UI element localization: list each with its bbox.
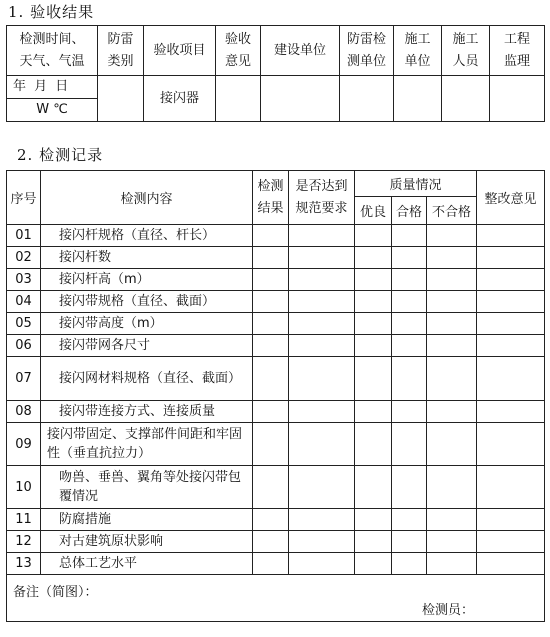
row-content: 防腐措施 (41, 509, 253, 531)
header-fail: 不合格 (427, 197, 477, 225)
result-cell[interactable] (253, 313, 289, 335)
standard-cell[interactable] (289, 291, 355, 313)
row-number: 08 (7, 401, 41, 423)
fail-cell[interactable] (427, 509, 477, 531)
result-cell[interactable] (253, 335, 289, 357)
pass-cell[interactable] (392, 225, 427, 247)
rectify-cell[interactable] (477, 401, 545, 423)
excellent-cell[interactable] (355, 225, 392, 247)
inspection-unit-cell[interactable] (340, 76, 394, 122)
table-row (7, 313, 545, 335)
pass-cell[interactable] (392, 509, 427, 531)
header-standard: 是否达到 规范要求 (289, 171, 355, 225)
inspector-label: 检测员： (421, 603, 474, 618)
result-cell[interactable] (253, 357, 289, 401)
result-cell[interactable] (253, 466, 289, 509)
section1-title: 1. 验收结果 (8, 3, 95, 21)
pass-cell[interactable] (392, 401, 427, 423)
rectify-cell[interactable] (477, 247, 545, 269)
header-construction-unit: 施工 单位 (394, 26, 442, 76)
excellent-cell[interactable] (355, 357, 392, 401)
acceptance-item-value: 接闪器 (144, 76, 216, 122)
table-row (7, 423, 545, 466)
row-number: 07 (7, 357, 41, 401)
header-time-weather: 检测时间、 天气、气温 (7, 26, 98, 76)
row-number: 01 (7, 225, 41, 247)
excellent-cell[interactable] (355, 269, 392, 291)
header-construction-staff: 施工 人员 (442, 26, 490, 76)
fail-cell[interactable] (427, 553, 477, 575)
excellent-cell[interactable] (355, 553, 392, 575)
standard-cell[interactable] (289, 531, 355, 553)
excellent-cell[interactable] (355, 291, 392, 313)
standard-cell[interactable] (289, 401, 355, 423)
rectify-cell[interactable] (477, 313, 545, 335)
row-content: 接闪杆规格（直径、杆长） (41, 225, 253, 247)
table-row (7, 269, 545, 291)
date-field[interactable]: 年 月 日 (7, 76, 98, 99)
table-row (7, 225, 545, 247)
inspection-record-table (6, 170, 545, 622)
remarks-box[interactable] (7, 575, 545, 622)
standard-cell[interactable] (289, 247, 355, 269)
row-content: 对古建筑原状影响 (41, 531, 253, 553)
result-cell[interactable] (253, 269, 289, 291)
header-supervision: 工程 监理 (490, 26, 545, 76)
pass-cell[interactable] (392, 466, 427, 509)
header-result: 检测 结果 (253, 171, 289, 225)
row-content: 接闪带高度（m） (41, 313, 253, 335)
header-acceptance-opinion: 验收 意见 (216, 26, 261, 76)
standard-cell[interactable] (289, 466, 355, 509)
pass-cell[interactable] (392, 357, 427, 401)
table-row (7, 553, 545, 575)
rectify-cell[interactable] (477, 291, 545, 313)
fail-cell[interactable] (427, 335, 477, 357)
row-number: 02 (7, 247, 41, 269)
construction-staff-cell[interactable] (442, 76, 490, 122)
excellent-cell[interactable] (355, 466, 392, 509)
row-content: 接闪网材料规格（直径、截面） (41, 357, 253, 401)
row-number: 10 (7, 466, 41, 509)
result-cell[interactable] (253, 531, 289, 553)
pass-cell[interactable] (392, 335, 427, 357)
result-cell[interactable] (253, 401, 289, 423)
standard-cell[interactable] (289, 313, 355, 335)
excellent-cell[interactable] (355, 313, 392, 335)
row-content: 接闪带连接方式、连接质量 (41, 401, 253, 423)
fail-cell[interactable] (427, 357, 477, 401)
fail-cell[interactable] (427, 531, 477, 553)
fail-cell[interactable] (427, 313, 477, 335)
standard-cell[interactable] (289, 335, 355, 357)
excellent-cell[interactable] (355, 423, 392, 466)
header-builder: 建设单位 (261, 26, 340, 76)
table-row (7, 466, 545, 509)
table-row (7, 357, 545, 401)
table-row (7, 247, 545, 269)
section2-title: 2. 检测记录 (17, 146, 104, 164)
excellent-cell[interactable] (355, 509, 392, 531)
row-content: 接闪带固定、支撑部件间距和牢固性（垂直抗拉力） (41, 423, 253, 466)
acceptance-result-table (6, 25, 545, 122)
rectify-cell[interactable] (477, 225, 545, 247)
header-quality: 质量情况 (355, 171, 477, 197)
builder-cell[interactable] (261, 76, 340, 122)
row-content: 接闪带网各尺寸 (41, 335, 253, 357)
excellent-cell[interactable] (355, 247, 392, 269)
excellent-cell[interactable] (355, 335, 392, 357)
standard-cell[interactable] (289, 269, 355, 291)
table-row (7, 401, 545, 423)
header-pass: 合格 (392, 197, 427, 225)
header-excellent: 优良 (355, 197, 392, 225)
pass-cell[interactable] (392, 313, 427, 335)
header-lightning-type: 防雷 类别 (98, 26, 144, 76)
row-number: 04 (7, 291, 41, 313)
pass-cell[interactable] (392, 531, 427, 553)
row-content: 吻兽、垂兽、翼角等处接闪带包覆情况 (41, 466, 253, 509)
result-cell[interactable] (253, 423, 289, 466)
row-content: 接闪带规格（直径、截面） (41, 291, 253, 313)
standard-cell[interactable] (289, 225, 355, 247)
row-number: 03 (7, 269, 41, 291)
remarks-label: 备注（简图）： (13, 585, 98, 600)
header-rectify: 整改意见 (477, 171, 545, 225)
row-number: 13 (7, 553, 41, 575)
row-content: 接闪杆数 (41, 247, 253, 269)
header-acceptance-item: 验收项目 (144, 26, 216, 76)
rectify-cell[interactable] (477, 509, 545, 531)
result-cell[interactable] (253, 509, 289, 531)
pass-cell[interactable] (392, 423, 427, 466)
fail-cell[interactable] (427, 247, 477, 269)
header-seq: 序号 (7, 171, 41, 225)
fail-cell[interactable] (427, 401, 477, 423)
row-number: 11 (7, 509, 41, 531)
result-cell[interactable] (253, 247, 289, 269)
row-number: 12 (7, 531, 41, 553)
result-cell[interactable] (253, 553, 289, 575)
supervision-cell[interactable] (490, 76, 545, 122)
result-cell[interactable] (253, 291, 289, 313)
excellent-cell[interactable] (355, 401, 392, 423)
row-content: 接闪杆高（m） (41, 269, 253, 291)
row-number: 06 (7, 335, 41, 357)
result-cell[interactable] (253, 225, 289, 247)
fail-cell[interactable] (427, 225, 477, 247)
rectify-cell[interactable] (477, 423, 545, 466)
table-row (7, 291, 545, 313)
fail-cell[interactable] (427, 466, 477, 509)
fail-cell[interactable] (427, 291, 477, 313)
construction-unit-cell[interactable] (394, 76, 442, 122)
table-row (7, 509, 545, 531)
fail-cell[interactable] (427, 423, 477, 466)
standard-cell[interactable] (289, 357, 355, 401)
pass-cell[interactable] (392, 291, 427, 313)
excellent-cell[interactable] (355, 531, 392, 553)
row-number: 09 (7, 423, 41, 466)
header-inspection-unit: 防雷检 测单位 (340, 26, 394, 76)
opinion-cell[interactable] (216, 76, 261, 122)
header-content: 检测内容 (41, 171, 253, 225)
row-content: 总体工艺水平 (41, 553, 253, 575)
lightning-type-cell[interactable] (98, 76, 144, 122)
table-row (7, 531, 545, 553)
rectify-cell[interactable] (477, 335, 545, 357)
temperature-field[interactable]: W ℃ (7, 99, 98, 122)
pass-cell[interactable] (392, 247, 427, 269)
rectify-cell[interactable] (477, 466, 545, 509)
pass-cell[interactable] (392, 553, 427, 575)
table-row (7, 335, 545, 357)
row-number: 05 (7, 313, 41, 335)
rectify-cell[interactable] (477, 269, 545, 291)
rectify-cell[interactable] (477, 531, 545, 553)
pass-cell[interactable] (392, 269, 427, 291)
rectify-cell[interactable] (477, 357, 545, 401)
rectify-cell[interactable] (477, 553, 545, 575)
fail-cell[interactable] (427, 269, 477, 291)
standard-cell[interactable] (289, 509, 355, 531)
standard-cell[interactable] (289, 423, 355, 466)
standard-cell[interactable] (289, 553, 355, 575)
